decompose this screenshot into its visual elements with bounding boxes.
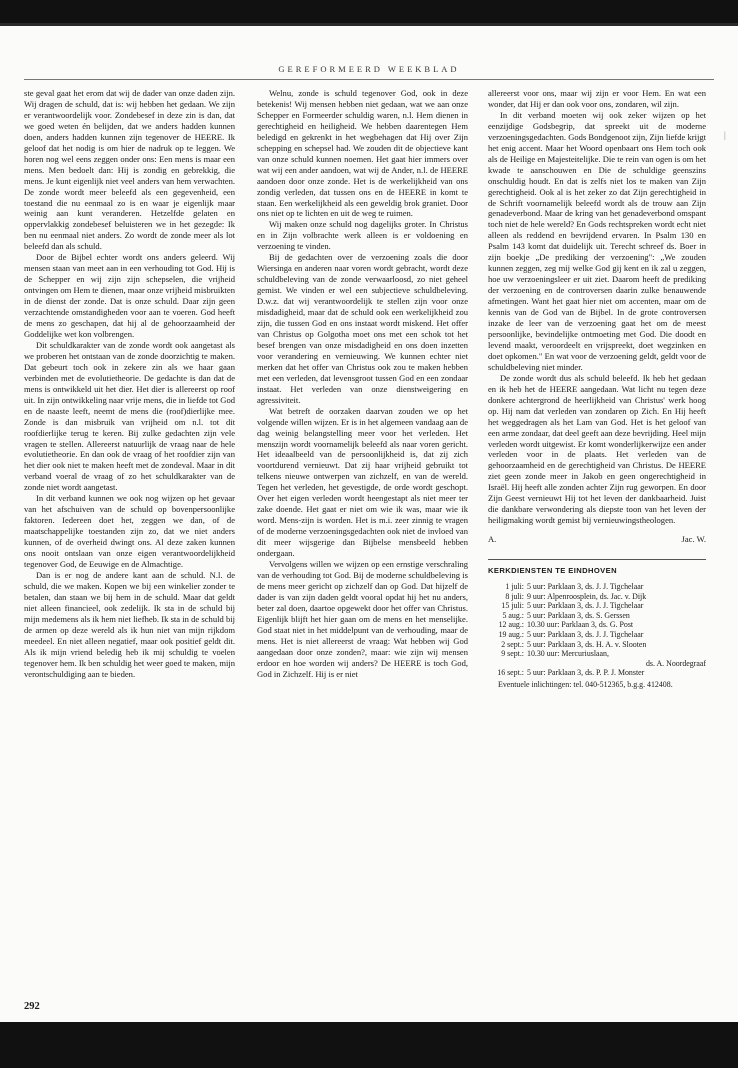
schedule-date: 2 sept.: xyxy=(501,639,524,649)
paragraph: ste geval gaat het erom dat wij de dader van onze daden zijn. Wij dragen de schuld, dat is: wij hebben het gedaan. We zijn er verantwoordelijk voor. Zondebesef in deze zin is dan, dat we goed weten én belijden, dat we anders hadden kunnen doen, anders hadden kunnen zijn tegenover de HEERE. Ik geloof dat het nodig is om hier de nadruk op te leggen. We horen nog wel eens zeggen onder ons: Een mens is maar een mens. Men bedoelt dan: Hij is zondig en gebrekkig, die mens. Je kunt eigenlijk niet veel anders van hem verwachten. De zonde wordt meer beleefd als een gegevenheid, een toestand die nu eenmaal zo is en waar je eigenlijk maar weinig aan kunt veranderen. Hetzelfde gelaten en oppervlakkig zondebesef beluisteren we in het gezegde: Ik ben nu eenmaal niet anders. Zo wordt de zonde meer als lot beleefd dan als schuld. xyxy=(24,88,235,252)
schedule-row xyxy=(488,582,706,592)
schedule-date: 16 sept.: xyxy=(497,668,524,678)
schedule-rule xyxy=(488,559,706,560)
schedule-text: 5 uur: Parklaan 3, ds. J. J. Tigchelaar xyxy=(527,630,644,639)
schedule-row xyxy=(488,601,706,611)
schedule-text: 5 uur: Parklaan 3, ds. P. P. J. Monster xyxy=(527,668,645,678)
paragraph: allereerst voor ons, maar wij zijn er voor Hem. En wat een wonder, dat Hij er dan ook voor ons, zondaren, wil zijn. xyxy=(488,88,706,109)
paragraph: Door de Bijbel echter wordt ons anders geleerd. Wij mensen staan van meet aan in een verhouding tot God. Hij is de Schepper en wij zijn zijn schepselen, die vrijheid ontvingen om Hem te dienen, maar onze vrijheid misbruikten in de dienst der zonde. Dat is onze schuld. Daar zijn geen verzachtende omstandigheden voor aan te voeren. God heeft de mens zo geschapen, dat hij al de gehoorzaamheid der Goddelijke wet kon volbrengen. xyxy=(24,252,235,339)
schedule-row xyxy=(488,611,706,621)
paragraph: Vervolgens willen we wijzen op een ernstige verschraling van de verhouding tot God. Bij de moderne schuldbeleving is de mens meer gericht op zichzelf dan op God. Dat hijzelf de dader is van zijn daden geldt vooral opdat hij het nu anders, beter zal doen, daartoe opgewekt door het offer van Christus. Eigenlijk blijft het hier gaan om de mens en het menselijke. God staat niet in het middelpunt van de verhouding, maar de mens. Het is niet allereerst de vraag: Wat hebben wij God aangedaan door onze zonden?, maar: wie zijn wij mensen erdoor en hoe worden wij anders? De HEERE is toch God, God in Zichzelf. Hij is er niet xyxy=(257,558,468,679)
paragraph: Wij maken onze schuld nog dagelijks groter. In Christus en in Zijn volbrachte werk alleen is er voldoening en verzoening te vinden. xyxy=(257,219,468,252)
scan-top-edge xyxy=(0,23,738,26)
header-rule xyxy=(24,79,714,80)
schedule-date: 5 aug.: xyxy=(502,610,524,620)
schedule-row xyxy=(488,640,706,650)
schedule-text: 10.30 uur: Parklaan 3, ds. G. Post xyxy=(527,620,634,630)
running-header: GEREFORMEERD WEEKBLAD xyxy=(278,64,460,74)
signature-left: A. xyxy=(488,534,497,545)
schedule-text: 5 uur: Parklaan 3, ds. J. J. Tigchelaar xyxy=(527,601,644,611)
paragraph: De zonde wordt dus als schuld beleefd. Ik heb het gedaan en ik heb het de HEERE aangedaan. Wat licht nu tegen deze donkere achtergrond de heerlijkheid van Christus' werk hoog op. Hij nam dat verleden van zondaren op Zich. En Hij heeft het weggedragen als het Lam van God. Het is het geloof van een arme zondaar, dat deel geeft aan deze bevrijding. Heel mijn verleden wordt uitgewist. Er komt wonderlijkerwijze een ander verleden voor in de plaats. Het verleden van de gehoorzaamheid en de gerechtigheid van Christus. De HEERE ziet geen zonde meer in Jakob en geen ongerechtigheid in Israël. Hij heeft alle zonden achter Zijn rug geworpen. En door Zijn Geest vernieuwt Hij tot het leven der dankbaarheid. Juist die dankbare verwondering als diepste toon van het leven der heiligmaking wordt gemist bij vernieuwingstheologen. xyxy=(488,372,706,526)
schedule-row xyxy=(488,630,706,640)
schedule-date: 12 aug.: xyxy=(498,620,524,630)
paragraph: Dan is er nog de andere kant aan de schuld. N.l. de schuld, die we maken. Kopen we bij een winkelier zonder te betalen, dan staan we bij hem in de schuld. Maar dat geldt niet alleen financieel, ook zedelijk. Ik sta in de schuld bij mijn medemens als ik hem niet liefheb. Ik sta in de schuld bij de armen op deze wereld als ik hun niet van mijn rijkdom meedeel. En niet alleen negatief, maar ook positief geldt dit. Als ik mijn vriend beledig heb ik mij schuldig te voelen tegenover hem. Ik ben schuldig het weer goed te maken, mijn verontschuldiging aan te bieden. xyxy=(24,569,235,679)
page-number: 292 xyxy=(24,1001,40,1012)
paragraph: Bij de gedachten over de verzoening zoals die door Wiersinga en anderen naar voren wordt gebracht, wordt deze schuldbeleving van de zonde verwaarloosd, zo niet geheel gemist. We vinden er wel een subjectieve schuldbeleving. D.w.z. dat wij verantwoordelijk te stellen zijn voor onze misdadigheid, maar dat de schuld ook een werkelijkheid zou zijn, die tussen God en ons instaat wordt miskend. Het offer van Christus op Golgotha moet ons met een schok tot het besef brengen van onze misdadigheid en ons doen inzetten voor verandering en vernieuwing. We kunnen echter niet merken dat het offer van Christus ook zou te maken hebben met een verleden, dat levensgroot tussen God en een zondaar instaat. Het verleden van onze dienstweigering en agressiviteit. xyxy=(257,252,468,405)
schedule-continuation: ds. A. Noordegraaf xyxy=(645,658,706,668)
schedule-text: 10.30 uur: Mercuriuslaan, xyxy=(527,649,609,659)
schedule-text: 5 uur: Parklaan 3, ds. J. J. Tigchelaar xyxy=(527,582,644,592)
schedule-text: 9 uur: Alpenroosplein, ds. Jac. v. Dijk xyxy=(527,591,647,601)
paragraph: In dit verband moeten wij ook zeker wijzen op het eenzijdige Godsbegrip, dat spreekt uit de moderne verzoeningsgedachten. Gods Bondgenoot zijn, Zijn liefde krijgt het enig accent. Maar het Woord openbaart ons Hem toch ook als de Heilige en Majesteitelijke. Die te rein van ogen is om het kwade te aanschouwen en Die de schuldige geenszins onschuldig houdt. En dat is zelfs niet los te maken van Zijn gerechtigheid. Ook al is het zeker zo dat Zijn gerechtigheid in de Schrift voornamelijk beleefd wordt als de trouw aan Zijn genadeverbond. Maar de kring van het genadeverbond omspant toch niet de hele wereld? En Gods rechtspreken wordt echt niet alleen als reddend en bevrijdend ervaren. In Psalm 130 en Psalm 143 komt dat duidelijk uit. Terecht schreef ds. Boer in zijn boekje „De prediking der verzoening": „We zouden kunnen zeggen, zeg mij welke God gij kent en ik zal u zeggen, hoe uw verzoeningsleer er uit ziet. Daarom heeft de prediking der verzoening en de controversen daarin zulke benauwende afmetingen. Want het gaat hier niet om accenten, maar om de kennis van de God van de Bijbel. In de grote controversen inzake de leer van de verzoening gaat het om de meest persoonlijke, bevindelijke ontmoeting met God. Die doodt en levend maakt, veroordeelt en vrijspreekt, doet wegzinken en doet opkomen." En wat voor de verzoening geldt, geldt voor de schuldbeleving niet minder. xyxy=(488,109,706,372)
signature-author: Jac. W. xyxy=(681,534,706,545)
column-3 xyxy=(488,88,706,690)
schedule-text: 5 uur: Parklaan 3, ds. H. A. v. Slooten xyxy=(527,639,647,649)
schedule-row xyxy=(488,649,706,659)
column-2 xyxy=(257,88,468,679)
paragraph: In dit verband kunnen we ook nog wijzen op het gevaar van het afschuiven van de schuld op bovenpersoonlijke faktoren. Iedereen doet het, zeggen we dan, of de maatschappelijke toestanden zijn zo, dat we niet anders kunnen, of de overheid dwingt ons. Al deze zaken kunnen ons nooit ontslaan van onze eigen verantwoordelijkheid tegenover God, de Eeuwige en de Almachtige. xyxy=(24,493,235,569)
paragraph: Welnu, zonde is schuld tegenover God, ook in deze betekenis! Wij mensen hebben niet gedaan, wat we aan onze Schepper en Formeerder schuldig waren, n.l. Hem dienen in gerechtigheid en heiligheid. We hebben daarentegen Hem beledigd en gekrenkt in het wegbehagen dat Hij over Zijn schepping en schepsel had. We zouden dit de objectieve kant van onze schuld kunnen noemen. Het gaat hier immers over wat wij een ander aandoen, wat wij de Ander, n.l. de HEERE aandoen door onze zonde. Het is de werkelijkheid van ons zondig verleden, dat tussen ons en de HEERE in komt te staan. Een werkelijkheid als een geweldig brok graniet. Door ons niet op te lichten en uit de weg te ruimen. xyxy=(257,88,468,219)
schedule-date: 9 sept.: xyxy=(501,649,524,659)
schedule-date: 8 juli: xyxy=(505,591,524,601)
column-1 xyxy=(24,88,235,679)
schedule-text: 5 uur: Parklaan 3, ds. S. Gerssen xyxy=(527,610,630,620)
church-schedule xyxy=(488,582,706,678)
scan-mark: | xyxy=(724,130,726,140)
schedule-title: KERKDIENSTEN TE EINDHOVEN xyxy=(488,566,617,576)
schedule-footer: Eventuele inlichtingen: tel. 040-512365, b.g.g. 412408. xyxy=(498,679,673,689)
paragraph: Dit schuldkarakter van de zonde wordt ook aangetast als we proberen het ontstaan van de zonde doorzichtig te maken. Dat gebeurt toch ook in zekere zin als we haar gaan verbinden met de evolutietheorie. De gedachte is dan dat de mens is ontwikkeld uit het dier. Het dier is allereerst op roof uit. In zijn ontwikkeling naar vrije mens, die in liefde tot God en de naaste leeft, neemt de mens die (roof)dierlijke mee. Zonde is dan misbruik van vrijheid om n.l. tot dit roofdierlijke terug te keren. Bij zulke gedachten zijn vele vragen te stellen. Allereerst natuurlijk de vraag naar de hele evolutietheorie. En dan ook de vraag of het roofdier zijn van het dier ook niet te maken heeft met de zondeval. Maar in dit verband voeral de vraag of zo het schuldkarakter van de zonde niet wordt aangetast. xyxy=(24,339,235,493)
schedule-date: 15 juli: xyxy=(501,601,524,611)
scan-bottom-border xyxy=(0,1022,738,1068)
schedule-date: 19 aug.: xyxy=(498,630,524,639)
signature xyxy=(488,534,706,545)
schedule-row xyxy=(488,668,706,678)
schedule-row xyxy=(488,620,706,630)
schedule-row xyxy=(488,592,706,602)
schedule-date: 1 juli: xyxy=(505,582,524,592)
paragraph: Wat betreft de oorzaken daarvan zouden we op het volgende willen wijzen. Er is in het algemeen vandaag aan de dag weinig belangstelling meer voor het verleden. Het menszijn wordt voornamelijk beleefd als naar voren gericht. Het ideaalbeeld van de persoonlijkheid is, dat zij zich voortdurend vernieuwt. Dat zij haar vrijheid gebruikt tot telkens nieuwe ontwerpen van zichzelf, en van de wereld. Tegen het verleden, het gevestigde, de orde wordt geschopt. Over het eigen verleden wordt heengestapt als niet meer ter zake doende. Het gaat er niet om wie ik was, maar wie ik word. Mens-zijn is worden. Het is m.i. zeer zinnig te vragen of de moderne verzoeningsgedachten ook niet de invloed van dit meer wijsgerige dan Bijbelse mensbeeld hebben ondergaan. xyxy=(257,405,468,559)
